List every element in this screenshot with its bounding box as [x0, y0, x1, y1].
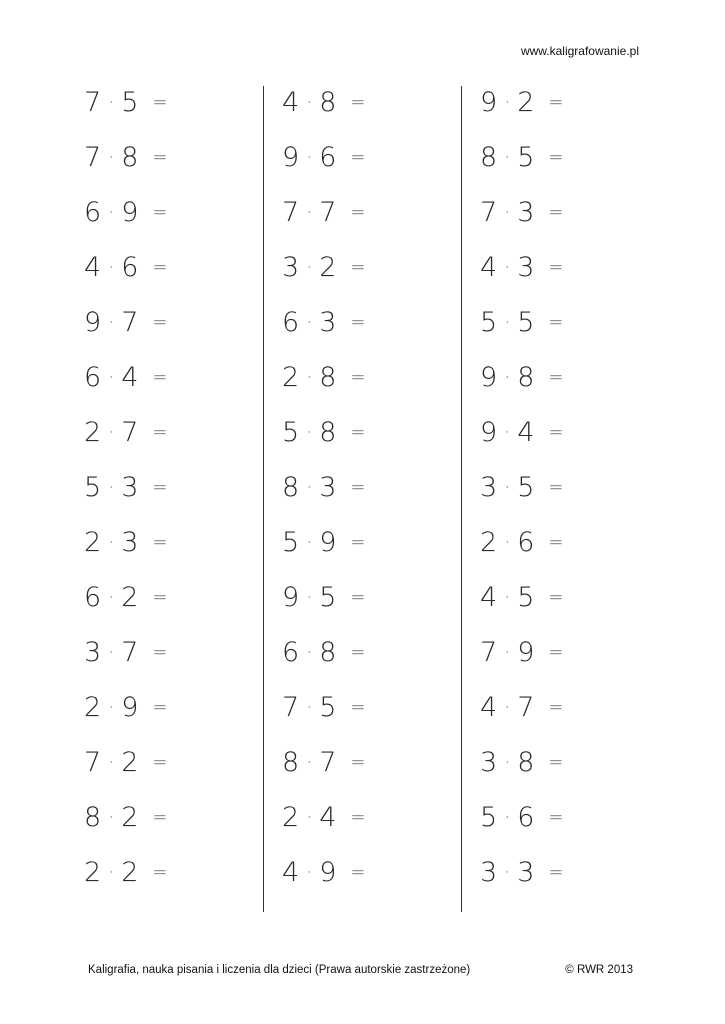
multiplication-problem: [480, 630, 650, 685]
equals-sign: =: [152, 642, 168, 663]
multiply-operator: ·: [504, 92, 511, 113]
operand-b: 8: [319, 417, 337, 448]
operand-a: 6: [84, 197, 102, 228]
multiplication-problem: [84, 740, 254, 795]
multiply-operator: ·: [504, 312, 511, 333]
multiplication-problem: [282, 300, 452, 355]
multiplication-problem: [282, 795, 452, 850]
multiply-operator: ·: [504, 202, 511, 223]
multiply-operator: ·: [306, 147, 313, 168]
operand-a: 8: [480, 142, 498, 173]
operand-b: 9: [517, 637, 535, 668]
problem-column-1: [84, 80, 254, 905]
operand-a: 7: [480, 197, 498, 228]
equals-sign: =: [548, 642, 564, 663]
operand-a: 9: [480, 417, 498, 448]
equals-sign: =: [350, 422, 366, 443]
equals-sign: =: [548, 422, 564, 443]
operand-b: 7: [121, 637, 139, 668]
operand-b: 6: [517, 802, 535, 833]
operand-b: 8: [319, 637, 337, 668]
multiplication-problem: [480, 685, 650, 740]
equals-sign: =: [548, 532, 564, 553]
operand-b: 3: [517, 197, 535, 228]
operand-b: 6: [121, 252, 139, 283]
multiplication-problem: [282, 190, 452, 245]
equals-sign: =: [548, 92, 564, 113]
operand-b: 6: [319, 142, 337, 173]
multiplication-problem: [282, 740, 452, 795]
equals-sign: =: [152, 697, 168, 718]
site-url-link[interactable]: www.kaligrafowanie.pl: [520, 44, 639, 58]
multiply-operator: ·: [504, 642, 511, 663]
operand-b: 4: [319, 802, 337, 833]
equals-sign: =: [350, 752, 366, 773]
operand-b: 5: [517, 142, 535, 173]
operand-b: 3: [319, 472, 337, 503]
operand-a: 2: [282, 802, 300, 833]
operand-b: 9: [319, 527, 337, 558]
multiplication-problem: [480, 300, 650, 355]
equals-sign: =: [350, 257, 366, 278]
multiplication-problem: [282, 850, 452, 905]
operand-b: 5: [517, 307, 535, 338]
operand-b: 4: [121, 362, 139, 393]
multiplication-problem: [282, 245, 452, 300]
multiply-operator: ·: [108, 92, 115, 113]
operand-b: 3: [121, 472, 139, 503]
operand-b: 8: [517, 362, 535, 393]
operand-a: 2: [282, 362, 300, 393]
operand-b: 4: [517, 417, 535, 448]
operand-b: 3: [517, 252, 535, 283]
multiplication-problem: [84, 520, 254, 575]
operand-b: 2: [121, 747, 139, 778]
multiply-operator: ·: [504, 477, 511, 498]
operand-b: 8: [319, 87, 337, 118]
operand-a: 9: [480, 362, 498, 393]
equals-sign: =: [152, 807, 168, 828]
equals-sign: =: [152, 312, 168, 333]
column-divider: [263, 86, 264, 912]
operand-a: 4: [282, 87, 300, 118]
equals-sign: =: [548, 202, 564, 223]
equals-sign: =: [152, 752, 168, 773]
operand-a: 2: [480, 527, 498, 558]
operand-b: 5: [121, 87, 139, 118]
multiply-operator: ·: [504, 807, 511, 828]
equals-sign: =: [548, 312, 564, 333]
multiplication-problem: [480, 795, 650, 850]
multiply-operator: ·: [108, 697, 115, 718]
equals-sign: =: [152, 92, 168, 113]
multiply-operator: ·: [306, 312, 313, 333]
multiply-operator: ·: [504, 752, 511, 773]
operand-b: 9: [121, 197, 139, 228]
operand-a: 7: [84, 87, 102, 118]
multiplication-problem: [84, 685, 254, 740]
operand-a: 2: [84, 417, 102, 448]
multiply-operator: ·: [306, 752, 313, 773]
multiplication-problem: [84, 80, 254, 135]
operand-b: 8: [319, 362, 337, 393]
multiply-operator: ·: [306, 697, 313, 718]
operand-a: 5: [480, 802, 498, 833]
operand-b: 7: [319, 747, 337, 778]
multiplication-problem: [282, 520, 452, 575]
operand-a: 8: [282, 472, 300, 503]
multiply-operator: ·: [306, 202, 313, 223]
operand-a: 9: [282, 582, 300, 613]
operand-a: 6: [282, 637, 300, 668]
footer-copyright: © RWR 2013: [565, 964, 633, 976]
multiplication-problem: [84, 245, 254, 300]
multiply-operator: ·: [306, 92, 313, 113]
operand-a: 8: [84, 802, 102, 833]
multiply-operator: ·: [108, 587, 115, 608]
operand-b: 2: [319, 252, 337, 283]
multiplication-problem: [480, 355, 650, 410]
multiply-operator: ·: [504, 147, 511, 168]
operand-b: 7: [517, 692, 535, 723]
operand-a: 2: [84, 527, 102, 558]
multiplication-problem: [84, 355, 254, 410]
operand-b: 8: [517, 747, 535, 778]
multiply-operator: ·: [108, 257, 115, 278]
multiplication-problem: [282, 135, 452, 190]
multiply-operator: ·: [306, 422, 313, 443]
equals-sign: =: [152, 532, 168, 553]
operand-a: 4: [480, 692, 498, 723]
multiply-operator: ·: [108, 422, 115, 443]
multiply-operator: ·: [306, 257, 313, 278]
multiplication-problem: [480, 135, 650, 190]
multiplication-problem: [84, 465, 254, 520]
operand-a: 5: [282, 527, 300, 558]
equals-sign: =: [548, 587, 564, 608]
operand-b: 7: [121, 417, 139, 448]
operand-b: 5: [319, 692, 337, 723]
operand-b: 2: [121, 802, 139, 833]
operand-a: 3: [480, 472, 498, 503]
multiply-operator: ·: [306, 807, 313, 828]
operand-a: 6: [84, 362, 102, 393]
equals-sign: =: [548, 147, 564, 168]
multiplication-problem: [84, 795, 254, 850]
operand-b: 5: [517, 582, 535, 613]
equals-sign: =: [350, 587, 366, 608]
multiplication-problem: [480, 850, 650, 905]
multiplication-problem: [480, 575, 650, 630]
multiply-operator: ·: [504, 367, 511, 388]
operand-b: 9: [121, 692, 139, 723]
multiply-operator: ·: [108, 532, 115, 553]
multiply-operator: ·: [108, 642, 115, 663]
footer-description: Kaligrafia, nauka pisania i liczenia dla dzieci (Prawa autorskie zastrzeżone): [88, 964, 471, 976]
multiplication-problem: [84, 190, 254, 245]
multiplication-problem: [282, 80, 452, 135]
multiply-operator: ·: [504, 532, 511, 553]
equals-sign: =: [350, 367, 366, 388]
equals-sign: =: [350, 862, 366, 883]
operand-b: 3: [517, 857, 535, 888]
multiplication-problem: [84, 300, 254, 355]
operand-b: 3: [319, 307, 337, 338]
equals-sign: =: [548, 697, 564, 718]
operand-b: 2: [121, 857, 139, 888]
multiply-operator: ·: [306, 367, 313, 388]
equals-sign: =: [350, 147, 366, 168]
multiplication-problem: [282, 575, 452, 630]
operand-a: 5: [84, 472, 102, 503]
equals-sign: =: [350, 642, 366, 663]
equals-sign: =: [548, 862, 564, 883]
multiply-operator: ·: [306, 532, 313, 553]
operand-a: 5: [480, 307, 498, 338]
operand-b: 9: [319, 857, 337, 888]
operand-a: 7: [282, 197, 300, 228]
multiplication-problem: [282, 465, 452, 520]
operand-b: 5: [319, 582, 337, 613]
equals-sign: =: [548, 477, 564, 498]
problem-column-2: [282, 80, 452, 905]
multiplication-problem: [480, 80, 650, 135]
column-divider: [461, 86, 462, 912]
multiplication-problem: [282, 355, 452, 410]
equals-sign: =: [548, 367, 564, 388]
multiplication-problem: [84, 630, 254, 685]
operand-b: 6: [517, 527, 535, 558]
equals-sign: =: [548, 257, 564, 278]
multiply-operator: ·: [108, 202, 115, 223]
operand-a: 9: [480, 87, 498, 118]
operand-b: 7: [121, 307, 139, 338]
operand-a: 4: [480, 252, 498, 283]
multiply-operator: ·: [108, 807, 115, 828]
equals-sign: =: [548, 752, 564, 773]
multiply-operator: ·: [108, 862, 115, 883]
operand-a: 2: [84, 692, 102, 723]
multiply-operator: ·: [108, 477, 115, 498]
operand-a: 7: [84, 747, 102, 778]
equals-sign: =: [350, 807, 366, 828]
operand-a: 5: [282, 417, 300, 448]
operand-a: 3: [282, 252, 300, 283]
operand-a: 6: [282, 307, 300, 338]
equals-sign: =: [152, 257, 168, 278]
multiplication-problem: [84, 575, 254, 630]
multiplication-problem: [84, 135, 254, 190]
multiply-operator: ·: [504, 422, 511, 443]
operand-a: 9: [84, 307, 102, 338]
multiply-operator: ·: [108, 367, 115, 388]
multiplication-problem: [480, 465, 650, 520]
equals-sign: =: [152, 147, 168, 168]
equals-sign: =: [548, 807, 564, 828]
operand-b: 2: [121, 582, 139, 613]
equals-sign: =: [152, 587, 168, 608]
operand-b: 5: [517, 472, 535, 503]
multiply-operator: ·: [108, 312, 115, 333]
operand-b: 8: [121, 142, 139, 173]
multiplication-problem: [282, 410, 452, 465]
equals-sign: =: [152, 477, 168, 498]
multiply-operator: ·: [306, 642, 313, 663]
equals-sign: =: [350, 697, 366, 718]
multiply-operator: ·: [306, 477, 313, 498]
operand-a: 9: [282, 142, 300, 173]
multiply-operator: ·: [504, 697, 511, 718]
equals-sign: =: [152, 367, 168, 388]
multiply-operator: ·: [306, 587, 313, 608]
multiply-operator: ·: [108, 147, 115, 168]
equals-sign: =: [350, 477, 366, 498]
operand-a: 4: [84, 252, 102, 283]
equals-sign: =: [350, 532, 366, 553]
operand-a: 2: [84, 857, 102, 888]
equals-sign: =: [152, 422, 168, 443]
equals-sign: =: [350, 202, 366, 223]
multiplication-problem: [480, 245, 650, 300]
multiply-operator: ·: [504, 587, 511, 608]
multiplication-problem: [480, 190, 650, 245]
operand-b: 7: [319, 197, 337, 228]
operand-a: 8: [282, 747, 300, 778]
multiplication-problem: [282, 630, 452, 685]
multiplication-problem: [282, 685, 452, 740]
operand-a: 7: [282, 692, 300, 723]
operand-a: 4: [480, 582, 498, 613]
multiplication-problem: [480, 410, 650, 465]
multiply-operator: ·: [306, 862, 313, 883]
multiplication-problem: [480, 520, 650, 575]
equals-sign: =: [350, 92, 366, 113]
equals-sign: =: [152, 862, 168, 883]
multiplication-problem: [480, 740, 650, 795]
multiply-operator: ·: [108, 752, 115, 773]
multiply-operator: ·: [504, 257, 511, 278]
operand-a: 3: [84, 637, 102, 668]
operand-a: 7: [84, 142, 102, 173]
operand-b: 2: [517, 87, 535, 118]
operand-a: 7: [480, 637, 498, 668]
operand-b: 3: [121, 527, 139, 558]
problem-column-3: [480, 80, 650, 905]
equals-sign: =: [350, 312, 366, 333]
multiply-operator: ·: [504, 862, 511, 883]
operand-a: 3: [480, 857, 498, 888]
multiplication-problem: [84, 410, 254, 465]
multiplication-problem: [84, 850, 254, 905]
operand-a: 3: [480, 747, 498, 778]
operand-a: 6: [84, 582, 102, 613]
equals-sign: =: [152, 202, 168, 223]
operand-a: 4: [282, 857, 300, 888]
